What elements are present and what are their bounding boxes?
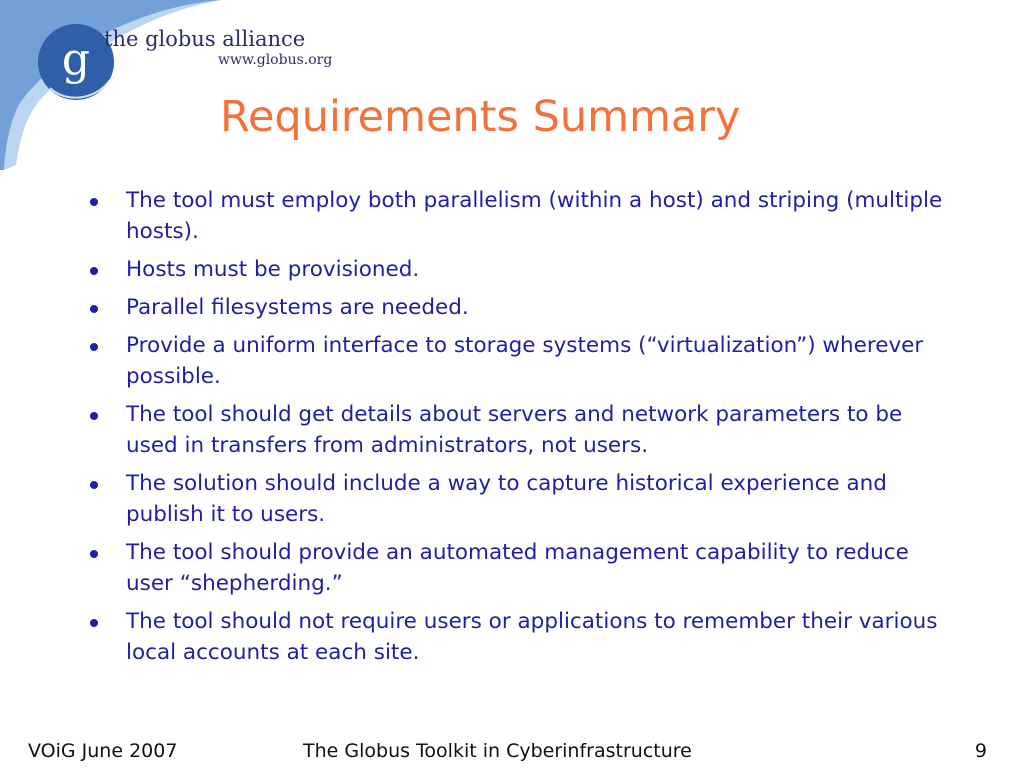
bullet-text: The tool must employ both parallelism (within a host) and striping (multiple hosts). — [126, 188, 943, 244]
bullet-icon — [90, 481, 98, 489]
bullet-item — [84, 606, 944, 668]
bullet-text: The tool should not require users or applications to remember their various local accounts at each site. — [126, 609, 938, 665]
bullet-icon — [90, 619, 98, 627]
bullet-text: Provide a uniform interface to storage systems (“virtualization”) wherever possible. — [126, 333, 924, 389]
bullet-text: The tool should get details about servers and network parameters to be used in transfers from administrators, not users. — [126, 402, 903, 458]
bullet-icon — [90, 412, 98, 420]
bullet-item — [84, 399, 944, 461]
bullet-text: Hosts must be provisioned. — [126, 257, 420, 282]
footer-page-number: 9 — [974, 740, 987, 762]
bullet-text: The solution should include a way to capture historical experience and publish it to users. — [126, 471, 887, 527]
brand-url: www.globus.org — [218, 52, 333, 68]
bullet-text: Parallel filesystems are needed. — [126, 295, 469, 320]
bullet-list — [84, 185, 944, 675]
footer-event-date: VOiG June 2007 — [28, 740, 178, 762]
bullet-icon — [90, 198, 98, 206]
brand-name: the globus alliance — [104, 27, 306, 51]
bullet-item — [84, 254, 944, 285]
bullet-icon — [90, 550, 98, 558]
footer-talk-title: The Globus Toolkit in Cyberinfrastructure — [303, 740, 692, 762]
bullet-icon — [90, 343, 98, 351]
bullet-item — [84, 468, 944, 530]
logo-letter: g — [61, 34, 91, 85]
slide-title: Requirements Summary — [220, 92, 741, 142]
bullet-icon — [90, 267, 98, 275]
bullet-item — [84, 330, 944, 392]
bullet-item — [84, 292, 944, 323]
bullet-icon — [90, 305, 98, 313]
bullet-item — [84, 185, 944, 247]
bullet-text: The tool should provide an automated management capability to reduce user “shepherding.” — [126, 540, 909, 596]
bullet-item — [84, 537, 944, 599]
